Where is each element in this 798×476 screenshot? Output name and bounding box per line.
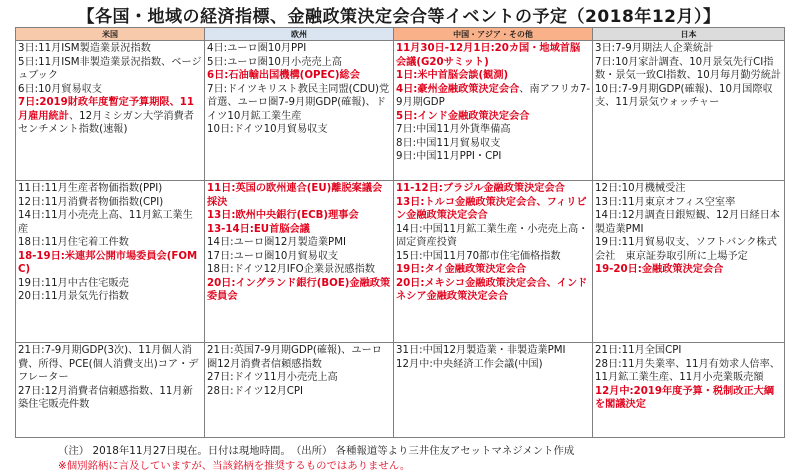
event-highlight-text: 5日:インド金融政策決定会合	[396, 110, 530, 122]
cell-asia	[394, 181, 593, 343]
event-highlight-text: 6日:石油輸出国機構(OPEC)総会	[207, 70, 360, 81]
cell-us	[16, 181, 205, 343]
disclaimer-note: ※個別銘柄に言及していますが、当該銘柄を推奨するものではありません。	[58, 460, 411, 472]
header-row	[16, 28, 785, 41]
event-schedule-table	[15, 27, 785, 438]
cell-us	[16, 343, 205, 438]
column-header-europe: 欧州	[205, 28, 394, 41]
event-highlight-text: 19-20日:金融政策決定会合	[595, 264, 724, 275]
event-text: 31日:中国12月製造業・非製造業PMI 12月中:中央経済工作会議(中国)	[396, 345, 566, 370]
event-highlight-text: 7日:2019財政年度暫定予算期限、11月雇用統計	[18, 97, 194, 122]
cell-europe	[205, 41, 394, 181]
cell-us	[16, 41, 205, 181]
event-text: 11日:11月生産者物価指数(PPI) 12日:11月消費者物価指数(CPI) 14日:11月小売売上高、11月鉱工業生産 18日:11月住宅着工件数	[18, 183, 193, 248]
event-highlight-text: 11月30日-12月1日:20カ国・地域首脳会議(G20サミット) 1日:米中首脳会談(観測) 4日:豪州金融政策決定会合	[396, 43, 581, 95]
event-text: 12日:10月機械受注 13日:11月東京オフィス空室率 14日:12月調査日銀短観、12月日経日本製造業PMI 19日:11月貿易収支、ソフトバンク株式会社 東京証券取引所に上場予定	[595, 183, 780, 262]
event-highlight-text: 11-12日:ブラジル金融政策決定会合 13日:トルコ金融政策決定会合、フィリピン金融政策決定会合	[396, 183, 587, 221]
cell-asia	[394, 41, 593, 181]
cell-japan	[593, 181, 785, 343]
event-text: 14日:中国11月鉱工業生産・小売売上高・固定資産投資 15日:中国11月70都市住宅価格指数	[396, 223, 589, 262]
page-title: 【各国・地域の経済指標、金融政策決定会合等イベントの予定（2018年12月）】	[77, 7, 721, 27]
event-text: 3日:11月ISM製造業景況指数 5日:11月ISM非製造業景況指数、ベージュブック 6日:10月貿易収支	[18, 43, 202, 95]
cell-europe	[205, 181, 394, 343]
event-text: 、12月ミシガン大学消費者センチメント指数(速報)	[18, 110, 194, 135]
event-highlight-text: 11日:英国の欧州連合(EU)離脱案議会採決 13日:欧州中央銀行(ECB)理事会 13-14日:EU首脳会議	[207, 183, 383, 235]
event-text: 、南アフリカ7-9月期GDP	[396, 83, 591, 108]
event-highlight-text: 12月中:2019年度予算・税制改正大綱を閣議決定	[595, 385, 775, 410]
event-text: 21日:11月全国CPI 28日:11月失業率、11月有効求人倍率、11月鉱工業生産、11月小売業販売額	[595, 345, 780, 383]
event-text: 3日:7-9月期法人企業統計 7日:10月家計調査、10月景気先行CI指数・景気一致CI指数、10月毎月勤労統計 10日:7-9月期GDP(確報)、10月国際収支、11月景気ウォッチャー	[595, 43, 782, 108]
cell-japan	[593, 41, 785, 181]
column-header-asia: 中国・アジア・その他	[394, 28, 593, 41]
event-highlight-text: 18-19日:米連邦公開市場委員会(FOMC)	[18, 250, 198, 275]
table-row-late-december	[16, 343, 785, 438]
cell-asia	[394, 343, 593, 438]
source-note: （注） 2018年11月27日現在。日付は現地時間。 （出所） 各種報道等より三井住友アセットマネジメント作成	[58, 445, 575, 457]
event-text: 19日:11月中古住宅販売 20日:11月景気先行指数	[18, 277, 129, 302]
column-header-japan: 日本	[593, 28, 785, 41]
table-row-early-december	[16, 41, 785, 181]
cell-japan	[593, 343, 785, 438]
cell-europe	[205, 343, 394, 438]
event-highlight-text: 19日:タイ金融政策決定会合 20日:メキシコ金融政策決定会合、インドネシア金融政策決定会合	[396, 264, 588, 302]
event-text: 4日:ユーロ圏10月PPI 5日:ユーロ圏10月小売売上高	[207, 43, 342, 68]
event-highlight-text: 20日:イングランド銀行(BOE)金融政策委員会	[207, 277, 391, 302]
event-text: 21日:英国7-9月期GDP(確報)、ユーロ圏12月消費者信頼感指数 27日:ドイツ11月小売売上高 28日:ドイツ12月CPI	[207, 345, 382, 397]
event-text: 7日:ドイツキリスト教民主同盟(CDU)党首選、ユーロ圏7-9月期GDP(確報)、ドイツ10月鉱工業生産 10日:ドイツ10月貿易収支	[207, 83, 390, 135]
event-text: 7日:中国11月外貨準備高 8日:中国11月貿易収支 9日:中国11月PPI・CPI	[396, 124, 511, 162]
event-text: 14日:ユーロ圏12月製造業PMI 17日:ユーロ圏10月貿易収支 18日:ドイツ12月IFO企業景況感指数	[207, 237, 375, 275]
table-row-mid-december	[16, 181, 785, 343]
column-header-us: 米国	[16, 28, 205, 41]
event-text: 21日:7-9月期GDP(3次)、11月個人消費、所得、PCE(個人消費支出)コア・デフレーター 27日:12月消費者信頼感指数、11月新築住宅販売件数	[18, 345, 199, 410]
